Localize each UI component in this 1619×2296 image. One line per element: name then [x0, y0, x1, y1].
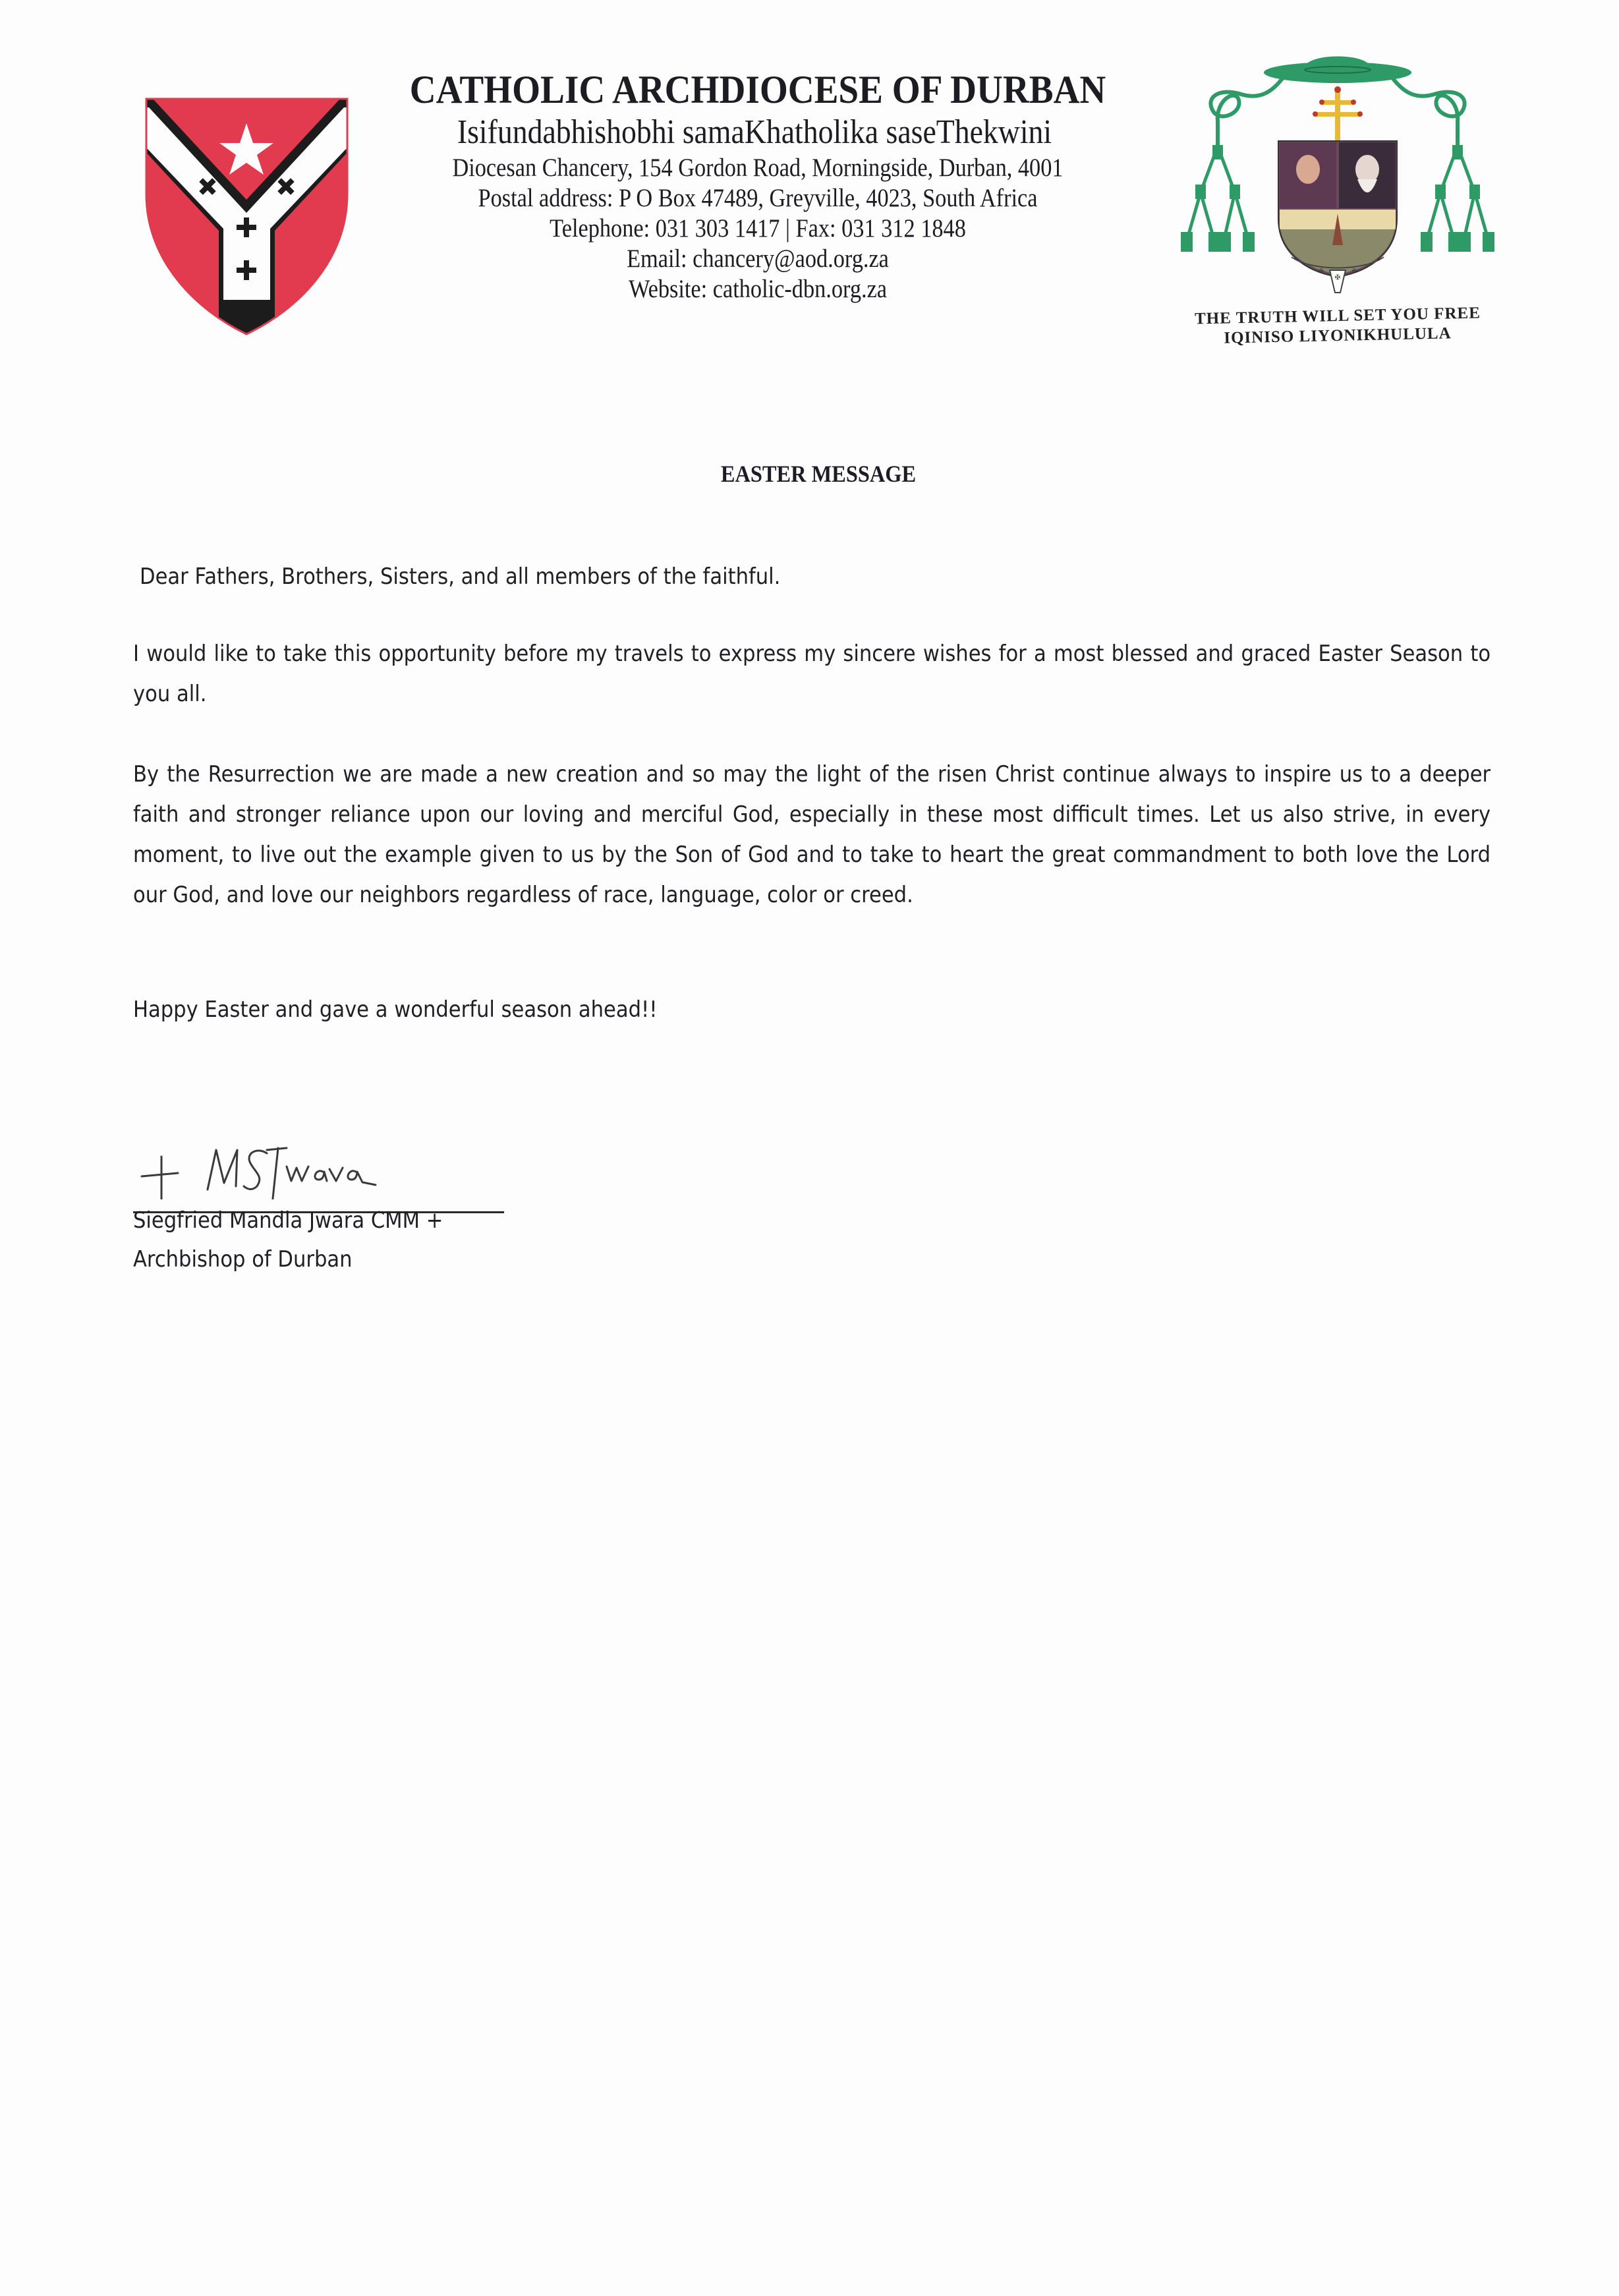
double-cross-icon: [1313, 86, 1363, 141]
paragraph: By the Resurrection we are made a new creation and so may the light of the risen Christ continue always to inspire us to a deeper faith and stronger reliance upon our loving and merciful God, especially in these most difficult times. Let us also strive, in every moment, to live out the example given to us by the Son of God and to take to heart the great commandment to both love the Lord our God, and love our neighbors regardless of race, language, color or creed.: [133, 761, 1491, 908]
paragraph: I would like to take this opportunity before my travels to express my sincere wishes for a most blessed and graced Easter Season to you all.: [133, 641, 1491, 707]
archdiocese-shield-logo: [140, 82, 354, 336]
email: Email: chancery@aod.org.za: [627, 244, 889, 273]
closing-line: Happy Easter and gave a wonderful season ahead!!: [133, 996, 658, 1023]
arms-shield: [1278, 141, 1397, 293]
telephone-fax: Telephone: 031 303 1417 | Fax: 031 312 1848: [550, 214, 966, 243]
svg-text:✠: ✠: [1351, 268, 1357, 274]
signer-name: Siegfried Mandla Jwara CMM +: [133, 1207, 443, 1234]
letter-title: EASTER MESSAGE: [720, 461, 917, 487]
svg-text:✠: ✠: [1319, 268, 1324, 274]
postal-address: Postal address: P O Box 47489, Greyville, 4023, South Africa: [478, 184, 1038, 212]
svg-text:✠: ✠: [1334, 274, 1341, 281]
galero-hat-icon: [1264, 57, 1411, 84]
organization-name: CATHOLIC ARCHDIOCESE OF DURBAN: [409, 68, 1106, 111]
website: Website: catholic-dbn.org.za: [628, 275, 888, 303]
letterhead: [369, 66, 1160, 304]
signer-title: Archbishop of Durban: [133, 1246, 353, 1273]
organization-name-zulu: Isifundabhishobhi samaKhatholika saseThekwini: [457, 113, 1052, 151]
handwritten-signature: [132, 1120, 382, 1199]
archbishop-coat-of-arms: [1179, 47, 1496, 298]
motto-english: THE TRUTH WILL SET YOU FREE: [1194, 304, 1481, 328]
tassels-right: [1421, 145, 1494, 252]
motto: [1166, 306, 1509, 346]
chancery-address: Diocesan Chancery, 154 Gordon Road, Morningside, Durban, 4001: [452, 154, 1064, 182]
tassels-left: [1181, 145, 1255, 252]
motto-zulu: IQINISO LIYONIKHULULA: [1224, 324, 1452, 347]
greeting: Dear Fathers, Brothers, Sisters, and all members of the faithful.: [140, 563, 781, 590]
